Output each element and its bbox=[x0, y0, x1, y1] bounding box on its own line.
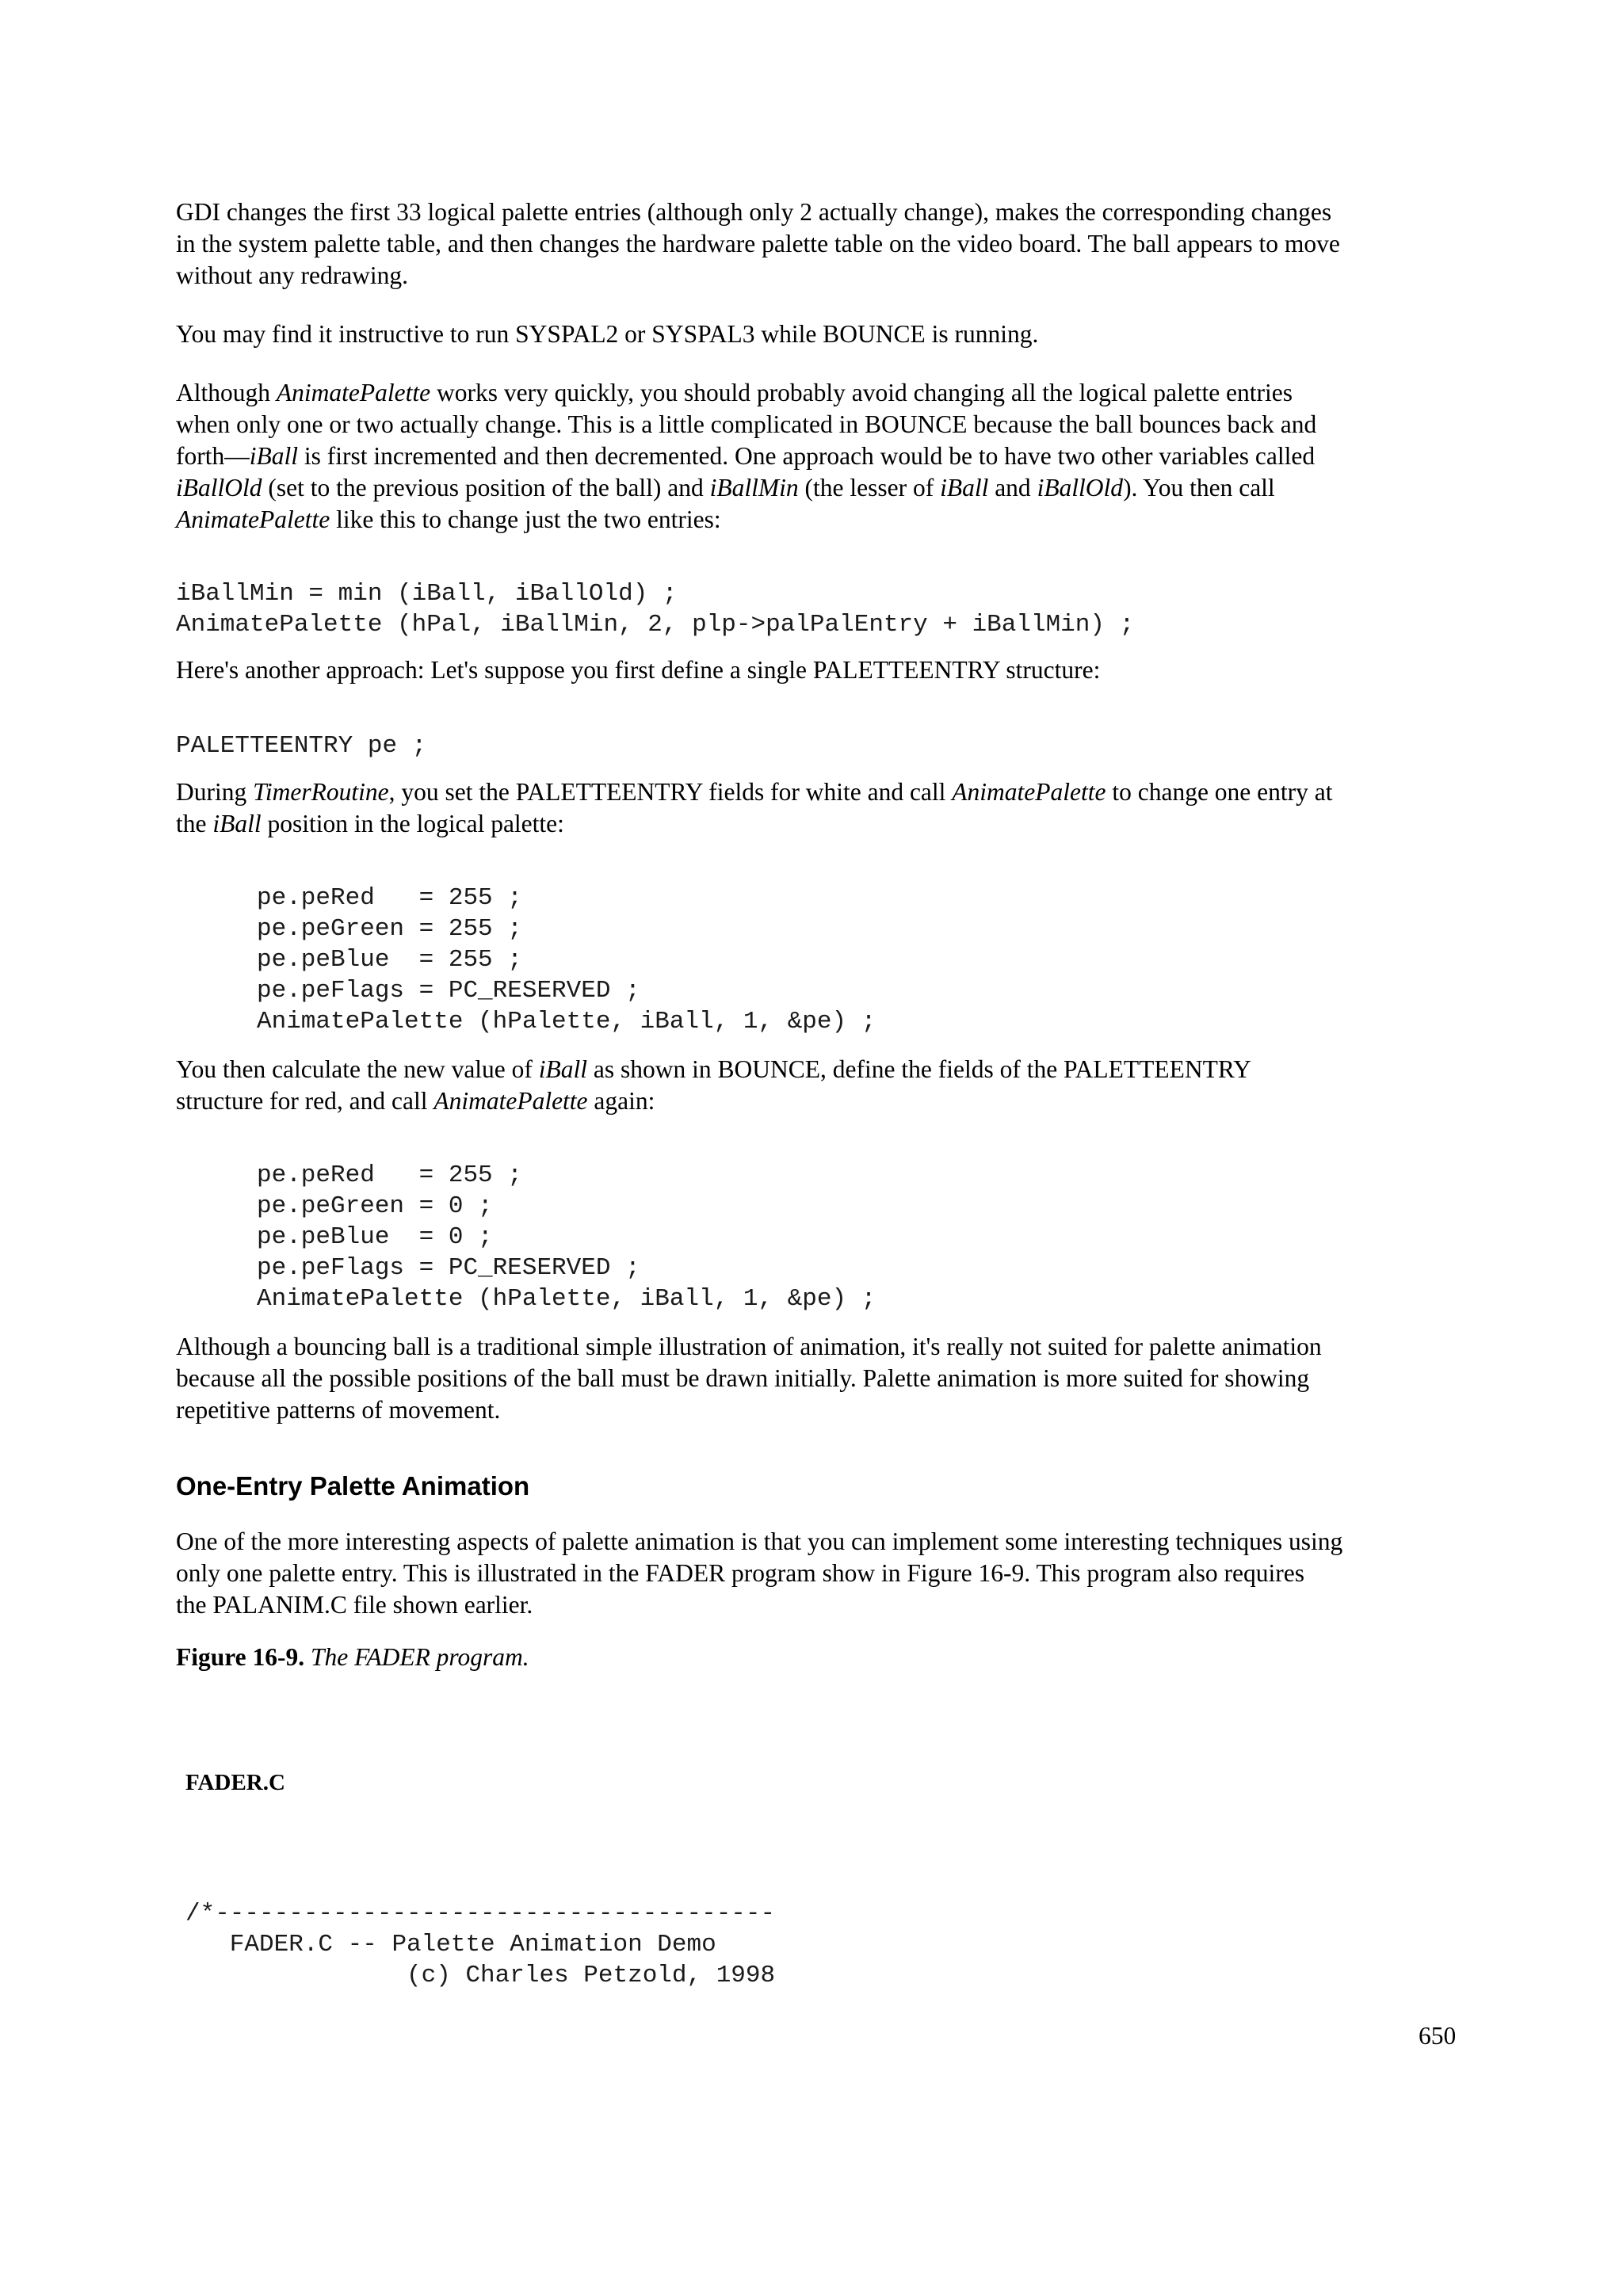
paragraph-new-value-line-2: structure for red, and call AnimatePalette again: bbox=[176, 1087, 655, 1115]
code-line: PALETTEENTRY pe ; bbox=[176, 732, 427, 760]
paragraph-timer-line-2: the iBall position in the logical palette: bbox=[176, 810, 564, 837]
source-file-name: FADER.C bbox=[185, 1770, 285, 1795]
paragraph-animate-line-5: AnimatePalette like this to change just the two entries: bbox=[176, 505, 721, 533]
code-line: pe.peFlags = PC_RESERVED ; bbox=[257, 1254, 640, 1282]
code-line: AnimatePalette (hPal, iBallMin, 2, plp->palPalEntry + iBallMin) ; bbox=[176, 611, 1135, 639]
paragraph-animate-line-2: when only one or two actually change. This is a little complicated in BOUNCE because the ball bounces back and bbox=[176, 410, 1317, 438]
code-line: /*-------------------------------------- bbox=[185, 1900, 776, 1928]
section-heading: One-Entry Palette Animation bbox=[176, 1471, 530, 1501]
code-line: pe.peBlue = 255 ; bbox=[257, 946, 522, 974]
paragraph-animate-line-3: forth—iBall is first incremented and then decremented. One approach would be to have two other variables called bbox=[176, 442, 1316, 470]
paragraph-one-entry-line-2: only one palette entry. This is illustrated in the FADER program show in Figure 16-9. This program also requires bbox=[176, 1559, 1304, 1587]
paragraph-animate-line-1: Although AnimatePalette works very quickly, you should probably avoid changing all the logical palette entries bbox=[176, 379, 1293, 406]
code-line: pe.peRed = 255 ; bbox=[257, 1161, 522, 1189]
paragraph-timer-line-1: During TimerRoutine, you set the PALETTEENTRY fields for white and call AnimatePalette to change one entry at bbox=[176, 778, 1333, 806]
code-line: pe.peGreen = 255 ; bbox=[257, 915, 522, 943]
paragraph-gdi-line-1: GDI changes the first 33 logical palette entries (although only 2 actually change), makes the corresponding changes bbox=[176, 198, 1332, 226]
code-line: pe.peFlags = PC_RESERVED ; bbox=[257, 977, 640, 1005]
paragraph-new-value-line-1: You then calculate the new value of iBall as shown in BOUNCE, define the fields of the PALETTEENTRY bbox=[176, 1055, 1251, 1083]
code-line: pe.peBlue = 0 ; bbox=[257, 1223, 493, 1251]
paragraph-gdi-line-3: without any redrawing. bbox=[176, 261, 409, 289]
code-line: pe.peRed = 255 ; bbox=[257, 884, 522, 912]
code-line: FADER.C -- Palette Animation Demo bbox=[185, 1931, 716, 1958]
code-line: AnimatePalette (hPalette, iBall, 1, &pe) ; bbox=[257, 1285, 876, 1313]
code-line: (c) Charles Petzold, 1998 bbox=[185, 1962, 776, 1989]
paragraph-bouncing-line-2: because all the possible positions of the ball must be drawn initially. Palette animation is more suited for showing bbox=[176, 1364, 1310, 1392]
paragraph-gdi-line-2: in the system palette table, and then changes the hardware palette table on the video board. The ball appears to move bbox=[176, 230, 1340, 257]
figure-title: The FADER program. bbox=[311, 1643, 529, 1671]
paragraph-one-entry-line-3: the PALANIM.C file shown earlier. bbox=[176, 1591, 533, 1619]
page-number: 650 bbox=[1419, 2022, 1457, 2050]
paragraph-bouncing-line-3: repetitive patterns of movement. bbox=[176, 1396, 501, 1424]
figure-caption bbox=[176, 1642, 529, 1673]
code-line: AnimatePalette (hPalette, iBall, 1, &pe) ; bbox=[257, 1008, 876, 1035]
paragraph-another-approach: Here's another approach: Let's suppose you first define a single PALETTEENTRY structure: bbox=[176, 656, 1101, 684]
paragraph-animate-line-4: iBallOld (set to the previous position of the ball) and iBallMin (the lesser of iBall and iBallOld). You then call bbox=[176, 474, 1275, 502]
paragraph-syspal: You may find it instructive to run SYSPAL2 or SYSPAL3 while BOUNCE is running. bbox=[176, 320, 1039, 348]
paragraph-bouncing-line-1: Although a bouncing ball is a traditional simple illustration of animation, it's really not suited for palette animation bbox=[176, 1333, 1322, 1360]
figure-label: Figure 16-9. bbox=[176, 1643, 305, 1671]
code-line: iBallMin = min (iBall, iBallOld) ; bbox=[176, 580, 678, 608]
code-line: pe.peGreen = 0 ; bbox=[257, 1192, 493, 1220]
paragraph-one-entry-line-1: One of the more interesting aspects of palette animation is that you can implement some interesting techniques using bbox=[176, 1527, 1343, 1555]
